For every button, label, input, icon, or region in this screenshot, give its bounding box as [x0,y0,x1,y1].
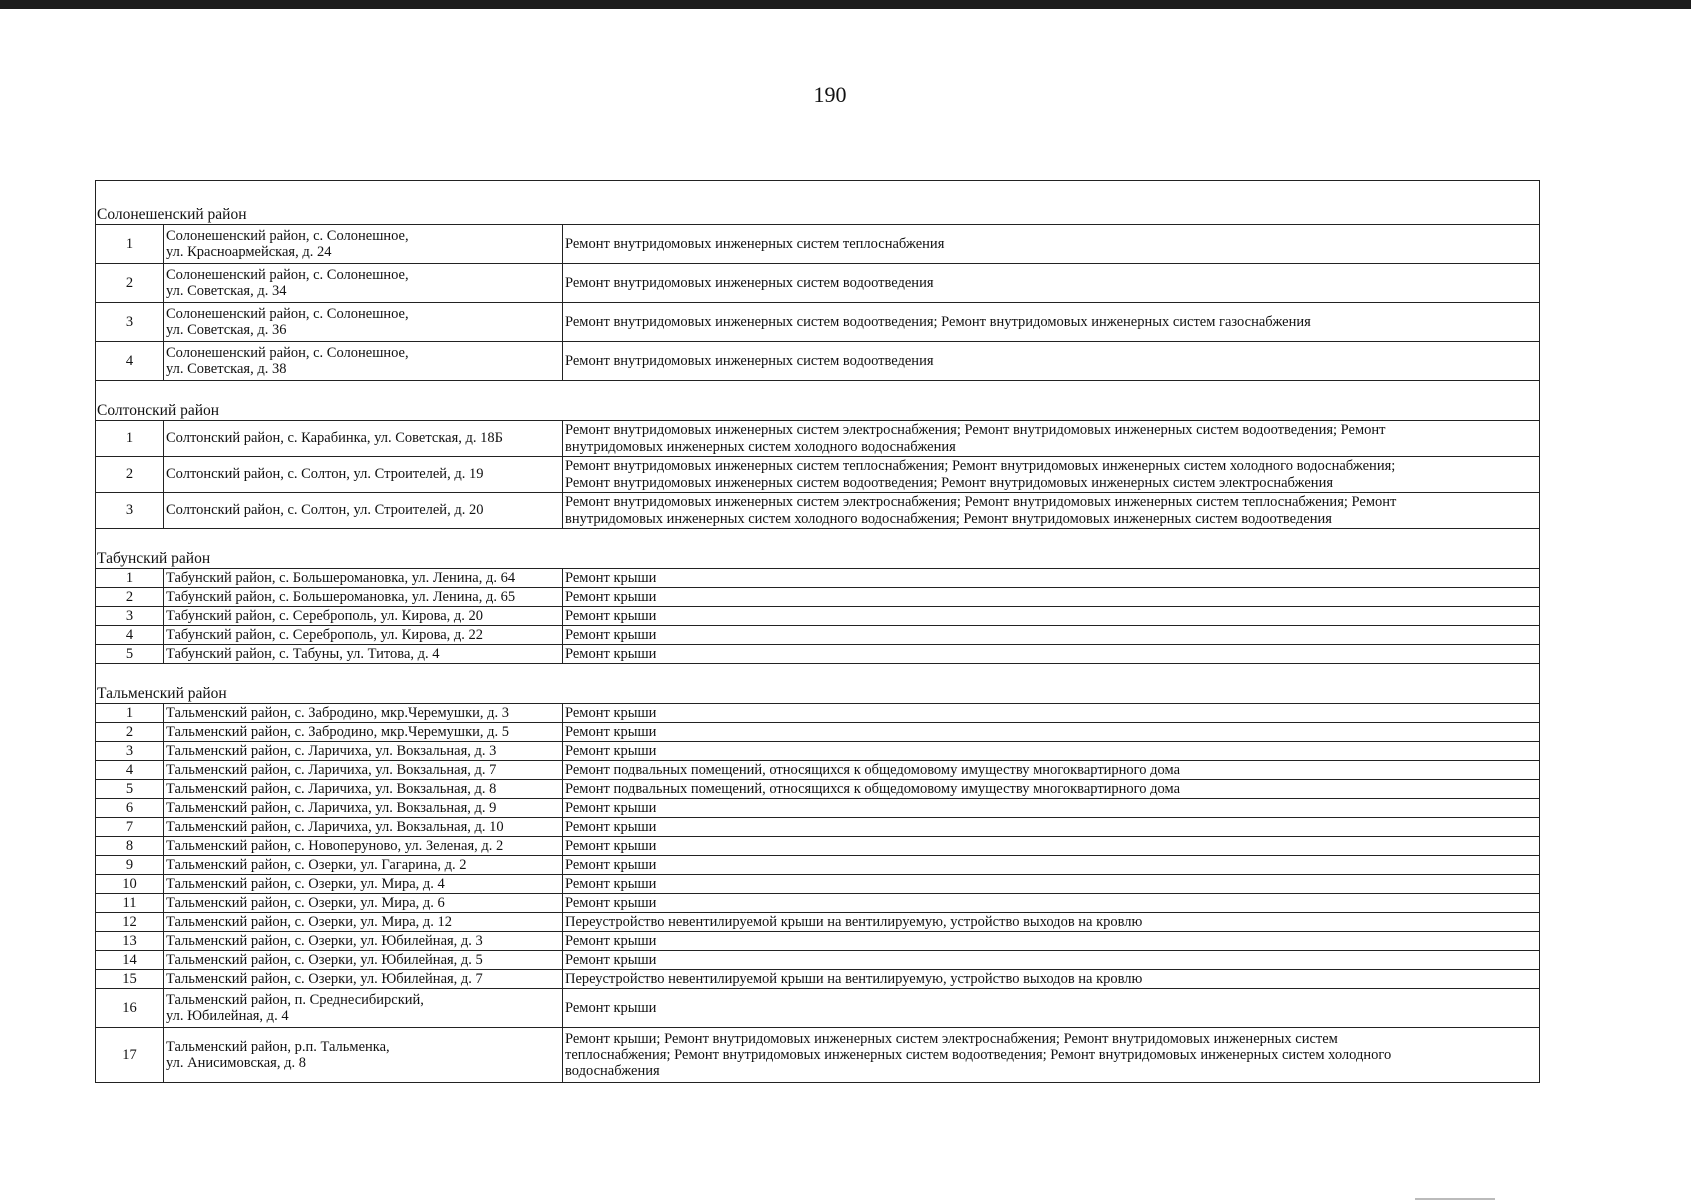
work-type-cell [563,780,1540,799]
address-cell-line: Тальменский район, с. Озерки, ул. Юбилейная, д. 3 [166,932,483,949]
work-type-cell [563,264,1540,303]
table-row [96,723,1540,742]
address-cell [164,342,563,381]
address-cell-line: Солонешенский район, с. Солонешное, [166,227,409,244]
row-number: 3 [96,303,164,342]
address-cell [164,303,563,342]
work-type-cell [563,742,1540,761]
work-type-cell-line: Ремонт крыши; Ремонт внутридомовых инженерных систем электроснабжения; Ремонт внутридомовых инженерных систем [565,1030,1338,1047]
section-header-row [96,181,1540,225]
work-type-cell [563,342,1540,381]
table-row [96,1028,1540,1083]
work-type-cell-line: Ремонт крыши [565,626,657,643]
section-header-row [96,381,1540,421]
address-cell-line: Тальменский район, с. Озерки, ул. Гагарина, д. 2 [166,856,467,873]
work-type-cell [563,569,1540,588]
work-type-cell [563,704,1540,723]
work-type-cell-line: Ремонт крыши [565,723,657,740]
table-row [96,421,1540,457]
address-cell-line: Табунский район, с. Сереброполь, ул. Кирова, д. 20 [166,607,484,624]
row-number: 1 [96,421,164,457]
work-type-cell-line: Ремонт внутридомовых инженерных систем водоотведения [565,352,934,369]
table-row [96,493,1540,529]
address-cell [164,645,563,664]
work-type-cell-line: Ремонт крыши [565,799,657,816]
address-cell [164,626,563,645]
address-cell-line: Солтонский район, с. Солтон, ул. Строителей, д. 19 [166,466,484,483]
row-number: 9 [96,856,164,875]
table-row [96,645,1540,664]
work-type-cell [563,818,1540,837]
address-cell-line: Тальменский район, с. Новоперуново, ул. Зеленая, д. 2 [166,837,504,854]
address-cell-line: ул. Советская, д. 34 [166,283,287,299]
work-type-cell [563,875,1540,894]
address-cell [164,569,563,588]
table-row [96,264,1540,303]
table-row [96,875,1540,894]
table-row [96,742,1540,761]
table-row [96,626,1540,645]
work-type-cell-line: внутридомовых инженерных систем холодного водоснабжения [565,438,956,455]
address-cell-line: Тальменский район, с. Озерки, ул. Юбилейная, д. 5 [166,951,483,968]
row-number: 2 [96,264,164,303]
address-cell [164,799,563,818]
work-type-cell [563,932,1540,951]
address-cell [164,588,563,607]
address-cell-line: Солонешенский район, с. Солонешное, [166,344,409,361]
row-number: 1 [96,704,164,723]
work-type-cell-line: Ремонт крыши [565,818,657,835]
table-row [96,704,1540,723]
address-cell-line: Тальменский район, с. Ларичиха, ул. Вокзальная, д. 7 [166,761,497,778]
address-cell-line: ул. Советская, д. 38 [166,361,287,377]
row-number: 4 [96,626,164,645]
work-type-cell-line: Ремонт подвальных помещений, относящихся к общедомовому имуществу многоквартирного дома [565,761,1181,778]
address-cell [164,989,563,1028]
address-cell [164,1028,563,1083]
work-type-cell-line: Ремонт внутридомовых инженерных систем теплоснабжения; Ремонт внутридомовых инженерных систем холодного водоснабжения; [565,458,1396,475]
work-type-cell [563,493,1540,529]
address-cell-line: Тальменский район, с. Озерки, ул. Мира, д. 6 [166,894,445,911]
row-number: 5 [96,780,164,799]
table-row [96,799,1540,818]
address-cell [164,780,563,799]
work-type-cell-line: Ремонт внутридомовых инженерных систем водоотведения; Ремонт внутридомовых инженерных систем электроснабжения [565,474,1333,491]
table-row [96,951,1540,970]
row-number: 10 [96,875,164,894]
work-type-cell [563,607,1540,626]
work-type-cell [563,457,1540,493]
work-type-cell [563,645,1540,664]
address-cell [164,607,563,626]
work-type-cell-line: Ремонт внутридомовых инженерных систем электроснабжения; Ремонт внутридомовых инженерных систем теплоснабжения; Ремонт [565,494,1397,511]
work-type-cell-line: Ремонт крыши [565,932,657,949]
work-type-cell [563,894,1540,913]
table-row [96,761,1540,780]
address-cell-line: ул. Советская, д. 36 [166,322,287,338]
row-number: 4 [96,761,164,780]
address-cell-line: Солтонский район, с. Карабинка, ул. Советская, д. 18Б [166,430,503,447]
table-row [96,970,1540,989]
section-title: Солтонский район [96,381,1540,421]
page-number: 190 [813,82,847,107]
table-row [96,989,1540,1028]
address-cell-line: Тальменский район, с. Ларичиха, ул. Вокзальная, д. 3 [166,742,497,759]
work-type-cell [563,951,1540,970]
work-type-cell [563,989,1540,1028]
address-cell [164,493,563,529]
address-cell-line: ул. Красноармейская, д. 24 [166,244,332,260]
address-cell [164,457,563,493]
row-number: 1 [96,225,164,264]
row-number: 1 [96,569,164,588]
address-cell-line: Табунский район, с. Большеромановка, ул. Ленина, д. 65 [166,588,516,605]
address-cell-line: Табунский район, с. Большеромановка, ул. Ленина, д. 64 [166,569,516,586]
table-row [96,607,1540,626]
work-type-cell-line: Ремонт крыши [565,607,657,624]
table-row [96,457,1540,493]
row-number: 2 [96,457,164,493]
address-cell [164,837,563,856]
work-type-cell [563,856,1540,875]
address-cell-line: Табунский район, с. Табуны, ул. Титова, д. 4 [166,645,440,662]
section-title: Тальменский район [96,664,1540,704]
work-type-cell [563,421,1540,457]
work-type-cell [563,761,1540,780]
address-cell [164,951,563,970]
table-row [96,913,1540,932]
address-cell [164,225,563,264]
row-number: 11 [96,894,164,913]
table-row [96,932,1540,951]
address-cell [164,264,563,303]
address-cell-line: Солонешенский район, с. Солонешное, [166,305,409,322]
row-number: 7 [96,818,164,837]
address-cell [164,856,563,875]
section-header-row [96,664,1540,704]
row-number: 5 [96,645,164,664]
work-type-cell [563,588,1540,607]
row-number: 14 [96,951,164,970]
row-number: 15 [96,970,164,989]
address-cell-line: Тальменский район, с. Ларичиха, ул. Вокзальная, д. 10 [166,818,504,835]
address-cell [164,761,563,780]
address-cell [164,742,563,761]
address-cell-line: Тальменский район, с. Ларичиха, ул. Вокзальная, д. 8 [166,780,497,797]
work-type-cell-line: Переустройство невентилируемой крыши на вентилируемую, устройство выходов на кровлю [565,970,1143,987]
table-row [96,894,1540,913]
table-row [96,225,1540,264]
address-cell-line: Тальменский район, п. Среднесибирский, [166,991,424,1008]
address-cell-line: Солтонский район, с. Солтон, ул. Строителей, д. 20 [166,502,484,519]
work-type-cell [563,723,1540,742]
work-type-cell-line: Ремонт крыши [565,894,657,911]
work-type-cell-line: внутридомовых инженерных систем холодного водоснабжения; Ремонт внутридомовых инженерных систем водоотведения [565,510,1332,527]
address-cell-line: Тальменский район, р.п. Тальменка, [166,1038,390,1055]
work-type-cell-line: Ремонт внутридомовых инженерных систем электроснабжения; Ремонт внутридомовых инженерных систем водоотведения; Ремонт [565,422,1386,439]
address-cell [164,704,563,723]
table-row [96,342,1540,381]
work-type-cell-line: Ремонт крыши [565,742,657,759]
section-title: Табунский район [96,529,1540,569]
address-cell-line: ул. Юбилейная, д. 4 [166,1008,289,1024]
row-number: 3 [96,607,164,626]
work-type-cell [563,913,1540,932]
address-cell-line: Тальменский район, с. Озерки, ул. Юбилейная, д. 7 [166,970,483,987]
address-cell [164,894,563,913]
address-cell-line: Тальменский район, с. Забродино, мкр.Черемушки, д. 3 [166,704,510,721]
address-cell-line: Тальменский район, с. Забродино, мкр.Черемушки, д. 5 [166,723,510,740]
table-row [96,856,1540,875]
row-number: 3 [96,493,164,529]
row-number: 4 [96,342,164,381]
work-type-cell-line: Ремонт внутридомовых инженерных систем водоотведения; Ремонт внутридомовых инженерных систем газоснабжения [565,313,1311,330]
table-row [96,303,1540,342]
row-number: 8 [96,837,164,856]
address-cell [164,723,563,742]
section-header-row [96,529,1540,569]
work-type-cell-line: Ремонт крыши [565,704,657,721]
address-cell-line: ул. Анисимовская, д. 8 [166,1055,306,1071]
address-cell-line: Солонешенский район, с. Солонешное, [166,266,409,283]
address-cell [164,818,563,837]
work-type-cell-line: Ремонт крыши [565,569,657,586]
work-type-cell-line: Ремонт крыши [565,588,657,605]
section-title: Солонешенский район [96,181,1540,225]
address-cell [164,913,563,932]
row-number: 13 [96,932,164,951]
work-type-cell [563,303,1540,342]
row-number: 17 [96,1028,164,1083]
row-number: 3 [96,742,164,761]
row-number: 12 [96,913,164,932]
work-type-cell-line: Ремонт крыши [565,837,657,854]
work-type-cell [563,837,1540,856]
row-number: 2 [96,723,164,742]
address-cell-line: Тальменский район, с. Озерки, ул. Мира, д. 12 [166,913,453,930]
work-type-cell-line: Ремонт крыши [565,645,657,662]
work-type-cell-line: Ремонт крыши [565,875,657,892]
table-row [96,780,1540,799]
table-row [96,837,1540,856]
repair-program-table [95,180,1540,1083]
work-type-cell-line: Ремонт внутридомовых инженерных систем водоотведения [565,274,934,291]
work-type-cell [563,970,1540,989]
work-type-cell-line: Ремонт крыши [565,856,657,873]
address-cell [164,421,563,457]
work-type-cell [563,626,1540,645]
work-type-cell-line: водоснабжения [565,1063,660,1080]
table-row [96,588,1540,607]
row-number: 2 [96,588,164,607]
table-row [96,818,1540,837]
row-number: 6 [96,799,164,818]
address-cell [164,932,563,951]
address-cell-line: Табунский район, с. Сереброполь, ул. Кирова, д. 22 [166,626,484,643]
work-type-cell-line: Переустройство невентилируемой крыши на вентилируемую, устройство выходов на кровлю [565,913,1143,930]
work-type-cell-line: Ремонт подвальных помещений, относящихся к общедомовому имуществу многоквартирного дома [565,780,1181,797]
work-type-cell [563,1028,1540,1083]
work-type-cell [563,225,1540,264]
address-cell-line: Тальменский район, с. Ларичиха, ул. Вокзальная, д. 9 [166,799,497,816]
address-cell [164,875,563,894]
work-type-cell-line: Ремонт крыши [565,951,657,968]
address-cell [164,970,563,989]
address-cell-line: Тальменский район, с. Озерки, ул. Мира, д. 4 [166,875,445,892]
table-body [96,181,1540,1083]
work-type-cell [563,799,1540,818]
work-type-cell-line: Ремонт крыши [565,999,657,1016]
work-type-cell-line: теплоснабжения; Ремонт внутридомовых инженерных систем водоотведения; Ремонт внутридомовых инженерных систем холодного [565,1046,1392,1063]
row-number: 16 [96,989,164,1028]
scan-top-border [0,0,1691,9]
work-type-cell-line: Ремонт внутридомовых инженерных систем теплоснабжения [565,235,945,252]
table-row [96,569,1540,588]
